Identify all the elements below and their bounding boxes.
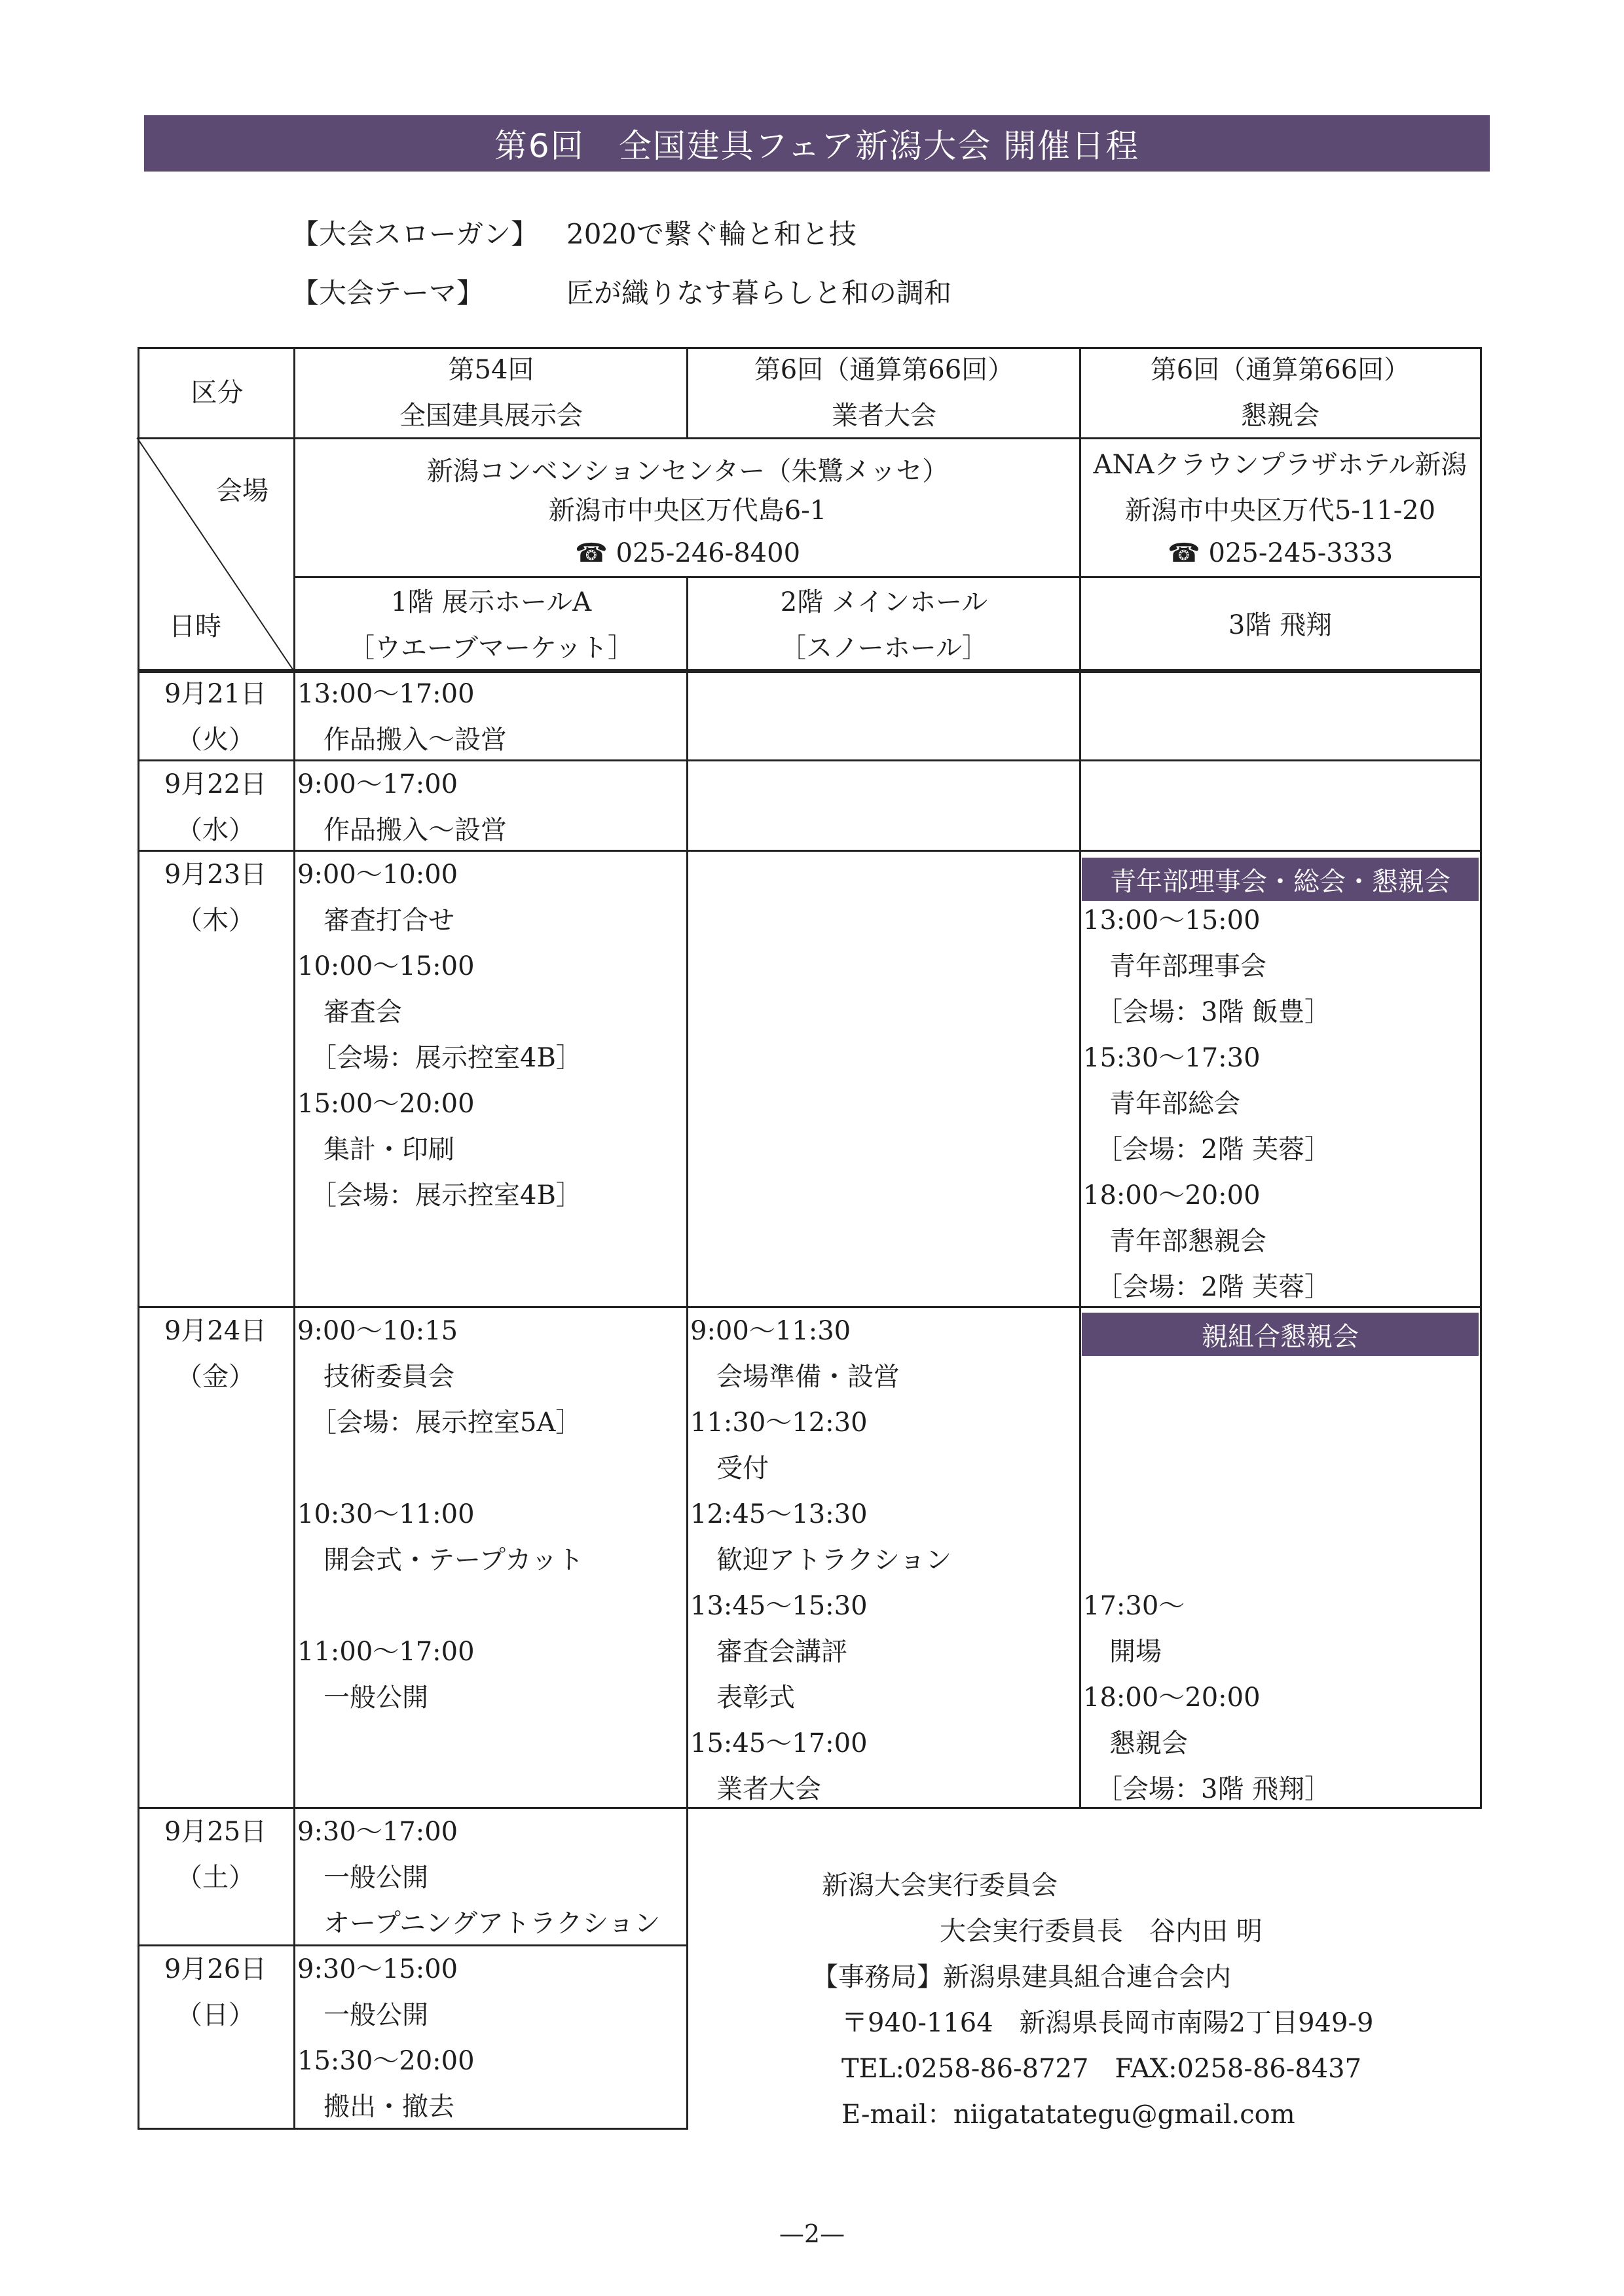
youth-meeting-band: 青年部理事会・総会・懇親会 — [1082, 858, 1479, 901]
exhibition-entry: 開会式・テープカット — [297, 1545, 584, 1575]
exhibition-entry: 作品搬入〜設営 — [297, 815, 507, 845]
date-label: 9月25日 — [164, 1817, 267, 1847]
exhibition-entry: 13:00〜17:00 — [297, 679, 475, 709]
header-col3-line1: 第6回（通算第66回） — [1150, 355, 1411, 385]
header-kubun: 区分 — [191, 378, 244, 408]
table-rule — [686, 576, 688, 2130]
page-number: —2— — [779, 2219, 845, 2248]
exhibition-entry: 11:00〜17:00 — [297, 1637, 475, 1667]
footer-chair: 大会実行委員長 谷内田 明 — [940, 1916, 1263, 1946]
weekday-label: （水） — [176, 815, 255, 845]
convention-entry: 15:45〜17:00 — [690, 1728, 868, 1758]
weekday-label: （火） — [176, 725, 255, 755]
banquet-entry: ［会場：2階 芙蓉］ — [1083, 1272, 1331, 1302]
date-label: 9月23日 — [164, 860, 267, 890]
banquet-entry: 開場 — [1083, 1637, 1162, 1667]
convention-entry: 審査会講評 — [690, 1637, 847, 1667]
theme-value: 匠が織りなす暮らしと和の調和 — [566, 277, 952, 309]
header-col3-line2: 懇親会 — [1241, 401, 1320, 431]
banquet-entry: 青年部総会 — [1083, 1089, 1240, 1119]
banquet-entry: 17:30〜 — [1083, 1591, 1185, 1621]
venue12-name: 新潟コンベンションセンター（朱鷺メッセ） — [426, 456, 949, 486]
exhibition-entry: 15:00〜20:00 — [297, 1089, 475, 1119]
slogan-value: 2020で繋ぐ輪と和と技 — [566, 218, 857, 250]
banquet-entry: 青年部理事会 — [1083, 951, 1266, 981]
banquet-entry: ［会場：2階 芙蓉］ — [1083, 1135, 1331, 1165]
room1-line2: ［ウエーブマーケット］ — [348, 633, 634, 663]
banquet-entry: 懇親会 — [1083, 1728, 1188, 1758]
convention-entry: 歓迎アトラクション — [690, 1545, 952, 1575]
exhibition-entry: 搬出・撤去 — [297, 2092, 454, 2122]
exhibition-entry: 9:30〜17:00 — [297, 1817, 458, 1847]
footer-tel: TEL:0258-86-8727 FAX:0258-86-8437 — [841, 2054, 1362, 2084]
parent-union-band: 親組合懇親会 — [1082, 1313, 1479, 1356]
room2-line2: ［スノーホール］ — [780, 633, 988, 663]
page-title: 第6回 全国建具フェア新潟大会 開催日程 — [144, 115, 1490, 172]
exhibition-entry: ［会場：展示控室5A］ — [297, 1408, 582, 1438]
exhibition-entry: 9:00〜10:15 — [297, 1316, 458, 1346]
banquet-entry: 15:30〜17:30 — [1083, 1043, 1261, 1073]
exhibition-entry: 技術委員会 — [297, 1362, 454, 1392]
exhibition-entry: 10:00〜15:00 — [297, 951, 475, 981]
date-label: 9月26日 — [164, 1954, 267, 1984]
banquet-entry: 青年部懇親会 — [1083, 1226, 1266, 1256]
exhibition-entry: 一般公開 — [297, 1863, 428, 1893]
date-label: 9月22日 — [164, 769, 267, 799]
weekday-label: （日） — [176, 2000, 255, 2030]
slogan-label: 【大会スローガン】 — [291, 218, 539, 250]
header-kaijo: 会場 — [216, 476, 268, 506]
convention-entry: 13:45〜15:30 — [690, 1591, 868, 1621]
banquet-entry: 18:00〜20:00 — [1083, 1683, 1261, 1713]
weekday-label: （木） — [176, 905, 255, 936]
room2-line1: 2階 メインホール — [780, 587, 988, 617]
convention-entry: 受付 — [690, 1453, 769, 1484]
exhibition-entry: 9:00〜10:00 — [297, 860, 458, 890]
footer-office: 【事務局】新潟県建具組合連合会内 — [812, 1962, 1231, 1992]
banquet-entry: 18:00〜20:00 — [1083, 1180, 1261, 1211]
table-rule — [1480, 347, 1482, 1809]
venue3-name: ANAクラウンプラザホテル新潟 — [1093, 450, 1467, 480]
exhibition-entry: 一般公開 — [297, 1683, 428, 1713]
venue3-address: 新潟市中央区万代5-11-20 — [1124, 496, 1436, 526]
exhibition-entry: 審査打合せ — [297, 905, 454, 936]
room3: 3階 飛翔 — [1228, 610, 1333, 640]
convention-entry: 9:00〜11:30 — [690, 1316, 851, 1346]
exhibition-entry: 10:30〜11:00 — [297, 1499, 475, 1529]
venue12-phone: ☎ 025-246-8400 — [574, 538, 801, 568]
exhibition-entry: オープニングアトラクション — [297, 1908, 661, 1939]
convention-entry: 表彰式 — [690, 1683, 795, 1713]
exhibition-entry: 集計・印刷 — [297, 1135, 454, 1165]
weekday-label: （金） — [176, 1362, 255, 1392]
table-rule — [293, 576, 1480, 578]
venue12-address: 新潟市中央区万代島6-1 — [548, 496, 827, 526]
date-label: 9月24日 — [164, 1316, 267, 1346]
header-col1-line1: 第54回 — [448, 355, 534, 385]
convention-entry: 12:45〜13:30 — [690, 1499, 868, 1529]
footer-email: E-mail：niigatatategu@gmail.com — [841, 2100, 1295, 2130]
exhibition-entry: 作品搬入〜設営 — [297, 725, 507, 755]
header-col2-line2: 業者大会 — [832, 401, 936, 431]
convention-entry: 会場準備・設営 — [690, 1362, 900, 1392]
date-label: 9月21日 — [164, 679, 267, 709]
convention-entry: 11:30〜12:30 — [690, 1408, 868, 1438]
exhibition-entry: 審査会 — [297, 997, 402, 1027]
weekday-label: （土） — [176, 1863, 255, 1893]
banquet-entry: ［会場：3階 飯豊］ — [1083, 997, 1331, 1027]
exhibition-entry: 9:30〜15:00 — [297, 1954, 458, 1984]
exhibition-entry: 9:00〜17:00 — [297, 769, 458, 799]
theme-label: 【大会テーマ】 — [291, 277, 485, 309]
exhibition-entry: 15:30〜20:00 — [297, 2046, 475, 2076]
banquet-entry: ［会場：3階 飛翔］ — [1083, 1774, 1331, 1804]
footer-committee: 新潟大会実行委員会 — [822, 1870, 1058, 1901]
exhibition-entry: ［会場：展示控室4B］ — [297, 1043, 582, 1073]
exhibition-entry: 一般公開 — [297, 2000, 428, 2030]
banquet-entry: 13:00〜15:00 — [1083, 905, 1261, 936]
header-col2-line1: 第6回（通算第66回） — [754, 355, 1014, 385]
venue3-phone: ☎ 025-245-3333 — [1167, 538, 1393, 568]
header-nichiji: 日時 — [169, 611, 221, 642]
exhibition-entry: ［会場：展示控室4B］ — [297, 1180, 582, 1211]
footer-address: 〒940-1164 新潟県長岡市南陽2丁目949-9 — [841, 2008, 1374, 2038]
convention-entry: 業者大会 — [690, 1774, 821, 1804]
room1-line1: 1階 展示ホールA — [390, 587, 592, 617]
header-col1-line2: 全国建具展示会 — [399, 401, 583, 431]
